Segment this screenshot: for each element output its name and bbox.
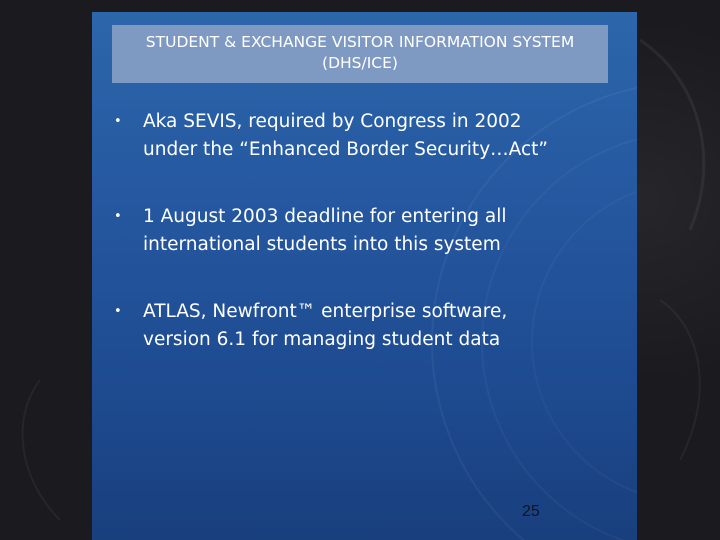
page-number: 25 <box>522 503 540 520</box>
bullet-text-line-2: international students into this system <box>143 234 501 255</box>
bullet-marker: • <box>114 114 122 129</box>
bullet-list <box>114 108 614 393</box>
bullet-item-deadline <box>114 203 614 259</box>
slide-title-box <box>112 25 608 83</box>
bullet-text-line-2: version 6.1 for managing student data <box>143 329 501 350</box>
bullet-text-line-1: Aka SEVIS, required by Congress in 2002 <box>143 111 522 132</box>
bullet-marker: • <box>114 209 122 224</box>
content-panel <box>92 12 637 540</box>
bullet-item-atlas <box>114 298 614 354</box>
bullet-item-sevis <box>114 108 614 164</box>
bullet-text-line-1: ATLAS, Newfront™ enterprise software, <box>143 301 508 322</box>
bullet-text-line-1: 1 August 2003 deadline for entering all <box>143 206 507 227</box>
slide-title-line-1: STUDENT & EXCHANGE VISITOR INFORMATION SYSTEM <box>145 33 575 51</box>
bullet-marker: • <box>114 304 122 319</box>
bullet-text-line-2: under the “Enhanced Border Security…Act” <box>143 139 548 160</box>
slide-title-line-2: (DHS/ICE) <box>322 54 398 72</box>
